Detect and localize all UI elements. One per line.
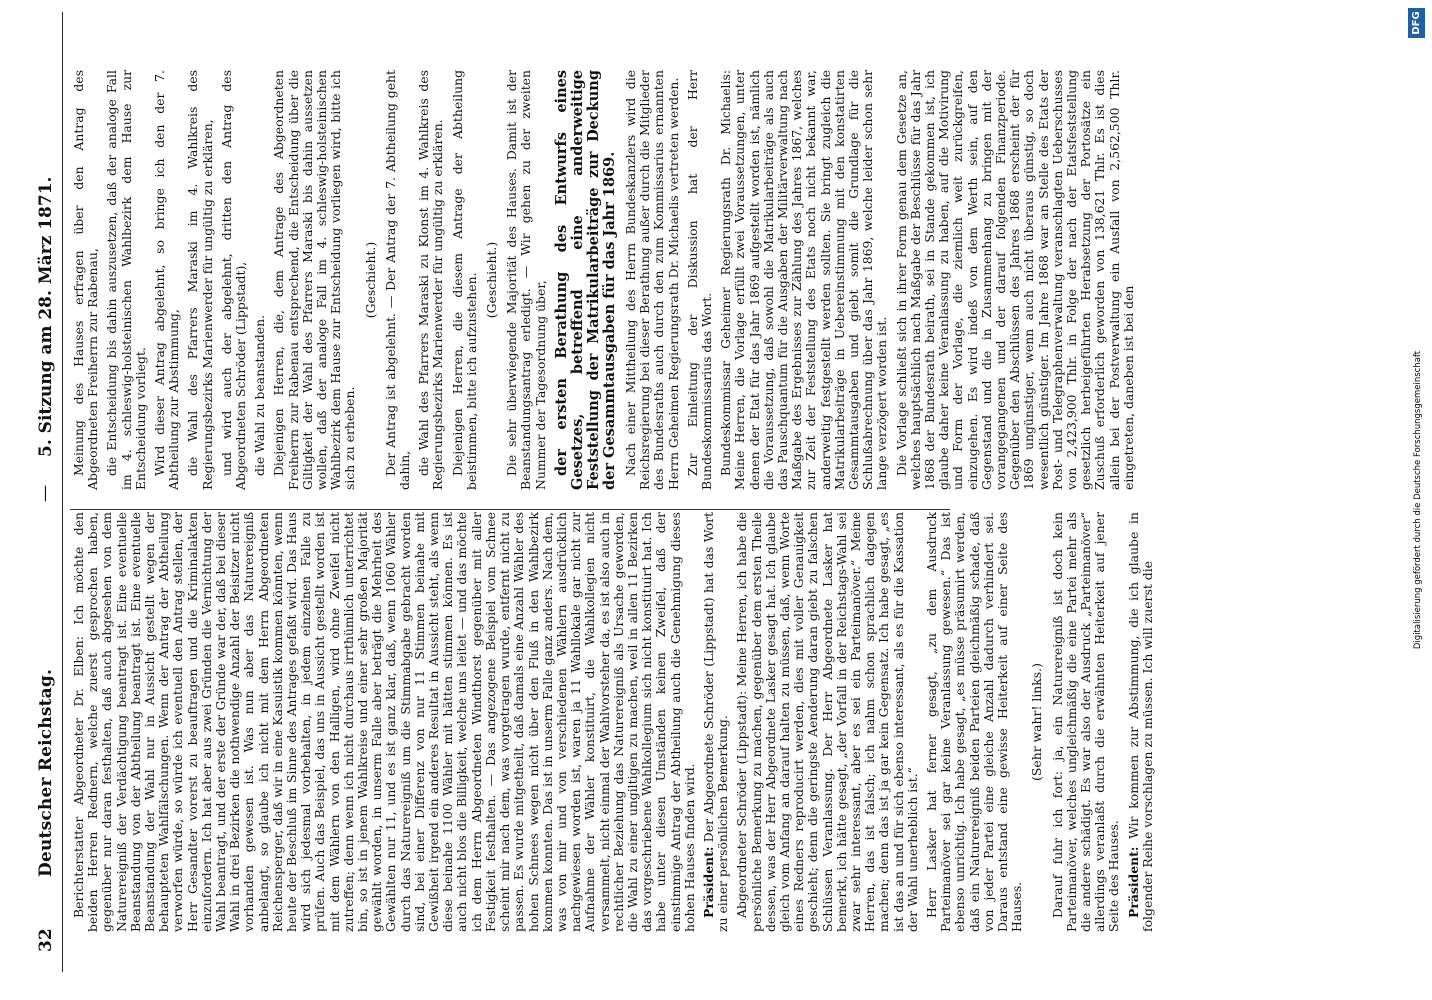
paragraph-text: Wird dieser Antrag abgelehnt, so bringe ich den der 7. Abtheilung zur Abstimmung, [152, 70, 182, 490]
paragraph-text: Diejenigen Herren, die diesem Antrage der Abtheilung beistimmen, bitte ich aufzustehen. [449, 70, 479, 490]
text-paragraph [272, 70, 357, 490]
paragraph-text: Die sehr überwiegende Majorität des Hauses. Damit ist der Beanstandungsantrag erledigt. — Wir gehen zu der zweiten Nummer der Tagesordnung über, [504, 70, 548, 490]
paragraph-text: die Wahl des Pfarrers Maraski im 4. Wahlkreis des Regierungsbezirks Marienwerder für ungültig zu erklären, [185, 70, 215, 490]
stage-direction: (Sehr wahr! links.) [1029, 663, 1045, 781]
digitization-credit: Digitalisierung gefördert durch die Deutsche Forschungsgemeinschaft [1413, 350, 1423, 650]
paragraph-text: Bundeskommissar Geheimer Regierungsrath Dr. Michaelis: Meine Herren, die Vorlage erfüllt zwei Voraussetzungen, unter denen der Etat für das Jahr 1869 aufgestellt worden ist, nämlich die Voraussetzung, daß sowohl die Matrikularbeiträge als auch das Pauschquantum für die Ausgaben der Militärverwaltung nach Maßgabe des Ergebnisses zur Zählung des Jahres 1867, welches zur Zeit der Feststellung des Etats noch nicht bekannt war, anderweitig festgestellt werden sollten. Sie bringt zugleich die Matrikularbeiträge in Uebereinstimmung mit den konstatirten Gesammtausgaben und giebt somit die Grundlage für die Schlußabrechnung über das Jahr 1869, welche leider schon sehr lange verzögert worden ist. [718, 70, 890, 490]
agenda-heading: der ersten Berathung des Entwurfs eines Gesetzes, betreffend eine anderweitige Feststellung der Matrikularbeiträge zur Deckung der Gesammtausgaben für das Jahr 1869. [552, 70, 618, 490]
text-paragraph [702, 512, 730, 932]
paragraph-text: die Wahl zu beanstanden. [252, 314, 268, 476]
text-paragraph [505, 70, 548, 490]
speaker-label: Präsident: [700, 846, 716, 918]
column-divider [70, 509, 950, 510]
paragraph-text: Zur Einleitung der Diskussion hat der Herr Bundeskommissarius das Wort. [684, 70, 714, 490]
text-paragraph [153, 70, 181, 490]
paragraph-text: und wird auch der abgelehnt, dritten den Antrag des Abgeordneten Schröder (Lippstadt), [218, 70, 249, 490]
paragraph-text: Berichterstatter Abgeordneter Dr. Elben: Ich möchte den beiden Herren Rednern, welche zuerst gesprochen haben, gegenüber nur daran festhalten, daß auch abgesehen von dem Naturereigniß der Verdächtigung beantragt ist. Eine eventuelle Beanstandung von der Abtheilung beantragt ist. Eine eventuelle Beanstandung der Wahl nur in Aussicht gestellt wegen der behaupteten Wahlfälschungen. Wenn der Antrag der Abtheilung verworfen würde, so würde ich eventuell den Antrag stellen, der Herr Gesandter vorerst zu beauftragen und die Kriminalakten einzufordern. Ich hat aber aus zwei Gründen die Vernichtung der Wahl beantragt, und der erste der Gründe war der, daß bei dieser Wahl in drei Bezirken die nothwendige Anzahl der Beisitzer nicht vorhanden gewesen ist. Was nun aber das Naturereigniß anbelangt, so glaube ich nicht mit dem Herrn Abgeordneten Reichensperger, daß wir in eine Kasuistik kommen könnten, wenn heute der Beschluß im Sinne des Antrages gefaßt wird. Das Haus wird sich jedesmal vorbehalten, in jedem einzelnen Falle zu prüfen. Auch das Beispiel, das uns in Aussicht gestellt worden ist mit dem Wählern von den Halligen, wird ohne Zweifel nicht zutreffen; denn wenn ich nicht durchaus irrthümlich unterrichtet bin, so ist in jenem Wahlkreise und einer sehr großen Majorität gewählt worden, in unserm Falle aber beträgt die Mehrheit des Gewählten nur 11, und es ist ganz klar, daß, wenn 1060 Wähler durch das Naturereigniß um die Stimmabgabe gebracht worden sind, bei einer Differenz von nur 11 Stimmen beinahe mit Gewißheit irgend ein anderes Resultat in Aussicht steht, als wenn diese beinahe 1100 Wähler mit hätten stimmen können. Es ist auch nicht blos die Billigkeit, welche uns leitet — und das möchte ich dem Herrn Abgeordneten Windthorst gegenüber mit aller Festigkeit festhalten. — Das angezogene Beispiel vom Schnee scheint mir nach dem, was vorgetragen wurde, entfernt nicht zu passen. Es wurde mitgetheilt, daß damals eine Anzahl Wähler des hohen Schnees wegen nicht über den Fluß in den Wahlbezirk kommen konnten. Das ist in unserm Falle ganz anders. Nach dem, was von mir und von verschiedenen Wählern ausdrücklich nachgewiesen worden ist, waren ja 11 Wahllokale gar nicht zur Aufnahme der Wähler konstituirt, die Wahlkollegien nicht versammelt, nicht einmal der Wahlvorsteher da, es ist also auch in rechtlicher Beziehung das Naturereigniß als Ursache geworden, die Wahl zu einer ungiltigen zu machen, weil in allen 11 Bezirken das vorgeschriebene Wahlkollegium sich nicht konstituirt hat. Ich habe unter diesen Umständen keinen Zweifel, daß der einstimmige Antrag der Abtheilung auch die Genehmigung dieses hohen Hauses finden wird. [71, 512, 697, 932]
paragraph-text: Wir kommen zur Abstimmung, die ich glaube in folgender Reihe vorschlagen zu müssen. Ich will zuerst die [1125, 512, 1155, 932]
header-separator: — [35, 485, 55, 502]
text-paragraph [451, 70, 479, 490]
text-paragraph [384, 70, 412, 490]
stage-direction: (Geschieht.) [484, 241, 500, 319]
text-paragraph [1051, 512, 1122, 932]
stage-direction: (Geschieht.) [362, 241, 378, 319]
paragraph-text: die Entscheidung bis dahin auszusetzen, daß der analoge Fall im 4. schleswig-holsteinischen Wahlbezirk dem Hause zur Entscheidung vorliegt. [104, 70, 148, 490]
text-paragraph [72, 512, 697, 932]
paragraph-text: Diejenigen Herren, die, dem Antrage des Abgeordneten Freiherrn zur Rabenau entsprechend, die Entscheidung über die Giltigkeit der Wahl des Pfarrers Maraski bis dahin aussetzen wollen, daß der analoge Fall im 4. schleswig-holsteinischen Wahlbezirk dem Hause zur Entscheidung vorliegen wird, bitte ich sich zu erheben. [271, 70, 358, 490]
speaker-label: Präsident: [1125, 846, 1141, 918]
text-paragraph [253, 70, 267, 490]
text-paragraph [686, 70, 714, 490]
page-header [30, 12, 63, 972]
paragraph-text: Meinung des Hauses erfragen über den Antrag des Abgeordneten Freiherrn zur Rabenau, [71, 70, 101, 490]
text-paragraph [105, 70, 148, 490]
paragraph-text: Der Antrag ist abgelehnt. — Der Antrag der 7. Abtheilung geht dahin, [382, 70, 413, 490]
text-paragraph [735, 512, 920, 932]
text-paragraph [72, 70, 100, 490]
text-paragraph [1127, 512, 1155, 932]
publication-title: Deutscher Reichstag. [36, 668, 56, 877]
text-paragraph [417, 70, 445, 490]
left-text-column [72, 512, 1160, 932]
page-number: 32 [36, 928, 56, 952]
paragraph-text: Die Vorlage schließt sich in ihrer Form genau dem Gesetze an, welches hauptsächlich nach Maßgabe der Beschlüsse für das Jahr 1868 der Bundesrath beirath, sei in Stande gekommen ist, ich glaube daher keine Veranlassung zu haben, auf die Motivirung und Form der Vorlage, die ziemlich weit zurückgreifen, einzugehen. Es wird indeß von dem Werth sein, auf den Gegenstand und die in Zusammenhang zu bringen mit der vorangegangenen und der darauf folgenden Finanzperiode. Gegenüber den Abschlüssen des Jahres 1868 erscheint der für 1869 ungünstiger, wenn auch nicht überaus günstig, so doch wesentlich günstiger. Im Jahre 1868 war an Stelle des Etats der Post- und Telegraphenverwaltung veranschlagten Ueberschusses von 2,423,900 Thlr. in Folge der nach der Etatsfeststellung gesetzlich herbeigeführten Herabsetzung der Portosätze ein Zuschuß erforderlich geworden von 138,621 Thlr. Es ist dies allein bei der Postverwaltung ein Ausfall von 2,562,500 Thlr. eingetreten, daneben ist bei den [893, 70, 1136, 490]
text-paragraph [925, 512, 1024, 932]
paragraph-text: Herr Lasker hat ferner gesagt, „zu dem Ausdruck Parteimanöver sei gar keine Veranlassung gewesen.“ Das ist ebenso unrichtig. Ich habe gesagt, „es müsse präsumirt werden, daß ein Naturereigniß beiden Parteien gleichmäßig schade, daß von jeder Partei eine gleiche Anzahl dadurch verhindert sei. Daraus entstand eine gewisse Heiterkeit auf einer Seite des Hauses. [923, 512, 1025, 932]
right-text-column [72, 70, 1141, 490]
text-paragraph [186, 70, 214, 490]
text-paragraph [624, 70, 681, 490]
dfg-logo: DFG [1408, 8, 1425, 38]
session-title: 5. Sitzung am 28. März 1871. [36, 176, 56, 457]
text-paragraph [895, 70, 1136, 490]
text-paragraph [719, 70, 889, 490]
paragraph-text: die Wahl des Pfarrers Maraski zu Klonst im 4. Wahlkreis des Regierungsbezirks Marienwerder für ungültig zu erklären. [416, 70, 446, 490]
paragraph-text: Nach einer Mittheilung des Herrn Bundeskanzlers wird die Reichsregierung bei dieser Berathung außer durch die Mitglieder des Bundesraths auch durch den zum Kommissarius ernannten Herrn Geheimen Regierungsrath Dr. Michaelis vertreten werden. [622, 70, 681, 490]
paragraph-text: Abgeordneter Schröder (Lippstadt): Meine Herren, ich habe die persönliche Bemerkung zu machen, gegenüber dem ersten Theile dessen, was der Herr Abgeordnete Lasker gesagt hat. Ich glaube gleich vom Anfang an darauf halten zu müssen, daß, wenn Worte eines Redners reproducirt werden, dies mit voller Genauigkeit geschieht; denn die geringste Aenderung daran giebt zu falschen Schlüssen Veranlassung. Der Herr Abgeordnete Lasker hat bemerkt, ich hätte gesagt, „der Vorfall in der Reichstags-Wahl sei zwar sehr interessant, aber es sei ein Parteimanöver.“ Meine Herren, das ist falsch; ich nahm schon sprachlich dagegen machen; denn das ist ja gar kein Gegensatz. Ich habe gesagt, „es ist das an und für sich ebenso interessant, als es für die Kassation der Wahl unerheblich ist.“ [734, 512, 920, 932]
paragraph-text: Der Abgeordnete Schröder (Lippstadt) hat das Wort zu einer persönlichen Bemerkung. [700, 512, 731, 932]
paragraph-text: Darauf fuhr ich fort: ja, ein Naturereigniß ist doch kein Parteimanöver, welches ungleichmäßig die eine Partei mehr als die andere schädigt. Es war also der Ausdruck „Parteimanöver“ allerdings veranlaßt durch die erwähnten Heiterkeit auf jener Seite des Hauses. [1049, 512, 1122, 932]
text-paragraph [220, 70, 248, 490]
